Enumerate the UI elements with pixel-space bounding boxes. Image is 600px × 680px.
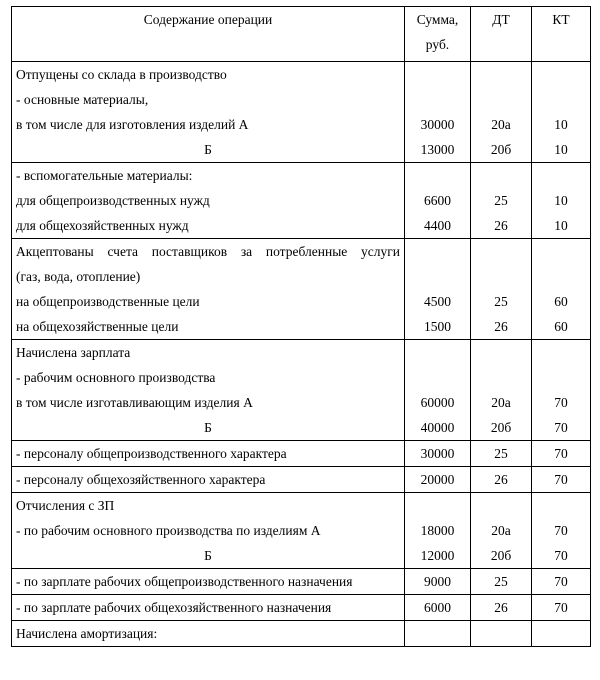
- cell-debit-line: [471, 493, 531, 518]
- cell-credit-line: [532, 493, 590, 518]
- cell-credit-line: 10: [554, 117, 568, 132]
- cell-sum-line: 1500: [424, 319, 451, 334]
- cell-sum: [405, 595, 471, 621]
- header-credit: КТ: [532, 7, 591, 62]
- cell-debit-line: 26: [494, 319, 508, 334]
- cell-description-line: в том числе изготавливающим изделия А: [16, 395, 253, 410]
- cell-description: [12, 569, 405, 595]
- cell-debit-line: [471, 239, 531, 264]
- cell-credit: [532, 62, 591, 163]
- cell-credit-line: [532, 87, 590, 112]
- cell-debit-line: 20б: [490, 548, 512, 563]
- cell-debit-line: [471, 264, 531, 289]
- cell-credit-line: [532, 264, 590, 289]
- cell-credit-line: [532, 365, 590, 390]
- cell-sum-line: [405, 87, 470, 112]
- cell-credit-line: 70: [554, 600, 568, 615]
- cell-sum-line: 13000: [420, 142, 455, 157]
- cell-sum: [405, 621, 471, 647]
- cell-description-line: - по зарплате рабочих общехозяйственного назначения: [16, 600, 332, 615]
- cell-sum-line: [405, 340, 470, 365]
- cell-sum-line: 40000: [420, 420, 455, 435]
- cell-debit: [471, 340, 532, 441]
- cell-debit: [471, 595, 532, 621]
- cell-description-line: на общепроизводственные цели: [16, 294, 200, 309]
- operations-body: [12, 62, 591, 647]
- cell-debit-line: 26: [494, 472, 508, 487]
- cell-description: [12, 62, 405, 163]
- cell-sum-line: 9000: [424, 574, 451, 589]
- cell-debit-line: 26: [494, 600, 508, 615]
- cell-sum-line: [405, 163, 470, 188]
- cell-description-line: Б: [204, 142, 212, 157]
- cell-sum-line: [405, 239, 470, 264]
- cell-sum-line: 20000: [420, 472, 455, 487]
- cell-credit-line: 70: [554, 548, 568, 563]
- table-row: [12, 621, 591, 647]
- header-row: [12, 7, 591, 62]
- cell-debit: [471, 621, 532, 647]
- cell-sum-line: [405, 621, 470, 646]
- cell-sum: [405, 340, 471, 441]
- cell-debit: [471, 493, 532, 569]
- cell-sum: [405, 62, 471, 163]
- cell-description: [12, 467, 405, 493]
- cell-credit: [532, 441, 591, 467]
- cell-description-line: Акцептованы счета поставщиков за потребленные услуги: [16, 244, 400, 259]
- cell-debit-line: 20а: [491, 395, 511, 410]
- cell-debit: [471, 239, 532, 340]
- cell-sum-line: 4500: [424, 294, 451, 309]
- cell-sum-line: 60000: [420, 395, 455, 410]
- cell-credit: [532, 493, 591, 569]
- cell-description-line: (газ, вода, отопление): [16, 269, 141, 284]
- cell-debit-line: 26: [494, 218, 508, 233]
- cell-description-line: для общехозяйственных нужд: [16, 218, 189, 233]
- header-sum: Сумма, руб.: [405, 7, 471, 62]
- cell-debit-line: 25: [494, 193, 508, 208]
- cell-sum-line: 12000: [420, 548, 455, 563]
- cell-description-line: в том числе для изготовления изделий А: [16, 117, 249, 132]
- cell-debit-line: [471, 163, 531, 188]
- cell-debit-line: [471, 62, 531, 87]
- table-row: [12, 467, 591, 493]
- cell-description-line: - персоналу общепроизводственного характера: [16, 446, 287, 461]
- cell-debit-line: [471, 365, 531, 390]
- cell-sum: [405, 163, 471, 239]
- cell-sum-line: [405, 365, 470, 390]
- cell-description-line: - вспомогательные материалы:: [16, 168, 193, 183]
- cell-credit-line: 60: [554, 294, 568, 309]
- cell-debit-line: [471, 87, 531, 112]
- cell-description: [12, 621, 405, 647]
- cell-credit-line: [532, 62, 590, 87]
- cell-sum-line: 18000: [420, 523, 455, 538]
- table-row: [12, 493, 591, 569]
- cell-credit-line: 10: [554, 193, 568, 208]
- cell-sum: [405, 569, 471, 595]
- cell-credit: [532, 569, 591, 595]
- cell-sum: [405, 441, 471, 467]
- cell-debit: [471, 467, 532, 493]
- table-row: [12, 595, 591, 621]
- cell-credit-line: 70: [554, 395, 568, 410]
- cell-description-line: Начислена амортизация:: [16, 626, 158, 641]
- cell-debit: [471, 163, 532, 239]
- cell-description-line: - персоналу общехозяйственного характера: [16, 472, 266, 487]
- table-row: [12, 239, 591, 340]
- cell-credit-line: [532, 621, 590, 646]
- cell-debit-line: 20а: [491, 523, 511, 538]
- cell-credit-line: 70: [554, 420, 568, 435]
- operations-table: [11, 6, 591, 647]
- cell-description-line: на общехозяйственные цели: [16, 319, 179, 334]
- cell-description: [12, 595, 405, 621]
- cell-credit: [532, 239, 591, 340]
- cell-debit-line: 20б: [490, 420, 512, 435]
- cell-description: [12, 441, 405, 467]
- cell-description: [12, 163, 405, 239]
- cell-description: [12, 493, 405, 569]
- cell-credit-line: 70: [554, 523, 568, 538]
- cell-debit: [471, 441, 532, 467]
- cell-sum: [405, 239, 471, 340]
- cell-sum: [405, 467, 471, 493]
- cell-credit-line: [532, 163, 590, 188]
- cell-description-line: - по рабочим основного производства по изделиям А: [16, 523, 321, 538]
- cell-debit-line: 20а: [491, 117, 511, 132]
- cell-sum-line: 30000: [420, 117, 455, 132]
- cell-description-line: Б: [204, 548, 212, 563]
- cell-description-line: для общепроизводственных нужд: [16, 193, 210, 208]
- cell-debit-line: [471, 621, 531, 646]
- cell-debit-line: [471, 340, 531, 365]
- cell-credit-line: 60: [554, 319, 568, 334]
- cell-description: [12, 239, 405, 340]
- cell-debit-line: 20б: [490, 142, 512, 157]
- cell-credit: [532, 340, 591, 441]
- header-description: Содержание операции: [12, 7, 405, 62]
- cell-credit-line: 70: [554, 446, 568, 461]
- cell-description-line: Б: [204, 420, 212, 435]
- cell-sum-line: 30000: [420, 446, 455, 461]
- cell-sum-line: 6000: [424, 600, 451, 615]
- cell-credit-line: 70: [554, 472, 568, 487]
- cell-description-line: Начислена зарплата: [16, 345, 131, 360]
- cell-sum-line: [405, 264, 470, 289]
- cell-sum: [405, 493, 471, 569]
- table-row: [12, 163, 591, 239]
- cell-credit-line: 10: [554, 218, 568, 233]
- cell-credit: [532, 595, 591, 621]
- table-row: [12, 340, 591, 441]
- cell-description-line: Отчисления с ЗП: [16, 498, 115, 513]
- cell-debit-line: 25: [494, 574, 508, 589]
- header-debit: ДТ: [471, 7, 532, 62]
- cell-sum-line: 4400: [424, 218, 451, 233]
- cell-debit-line: 25: [494, 294, 508, 309]
- cell-debit: [471, 569, 532, 595]
- cell-credit-line: 70: [554, 574, 568, 589]
- cell-sum-line: [405, 62, 470, 87]
- cell-description-line: - основные материалы,: [16, 92, 149, 107]
- cell-credit: [532, 621, 591, 647]
- table-row: [12, 62, 591, 163]
- cell-credit-line: [532, 239, 590, 264]
- cell-description-line: Отпущены со склада в производство: [16, 67, 227, 82]
- cell-description-line: - рабочим основного производства: [16, 370, 216, 385]
- cell-debit: [471, 62, 532, 163]
- cell-credit-line: 10: [554, 142, 568, 157]
- cell-sum-line: 6600: [424, 193, 451, 208]
- cell-sum-line: [405, 493, 470, 518]
- cell-description-line: - по зарплате рабочих общепроизводственного назначения: [16, 574, 353, 589]
- cell-credit: [532, 467, 591, 493]
- table-row: [12, 441, 591, 467]
- cell-debit-line: 25: [494, 446, 508, 461]
- table-row: [12, 569, 591, 595]
- cell-credit-line: [532, 340, 590, 365]
- cell-credit: [532, 163, 591, 239]
- cell-description: [12, 340, 405, 441]
